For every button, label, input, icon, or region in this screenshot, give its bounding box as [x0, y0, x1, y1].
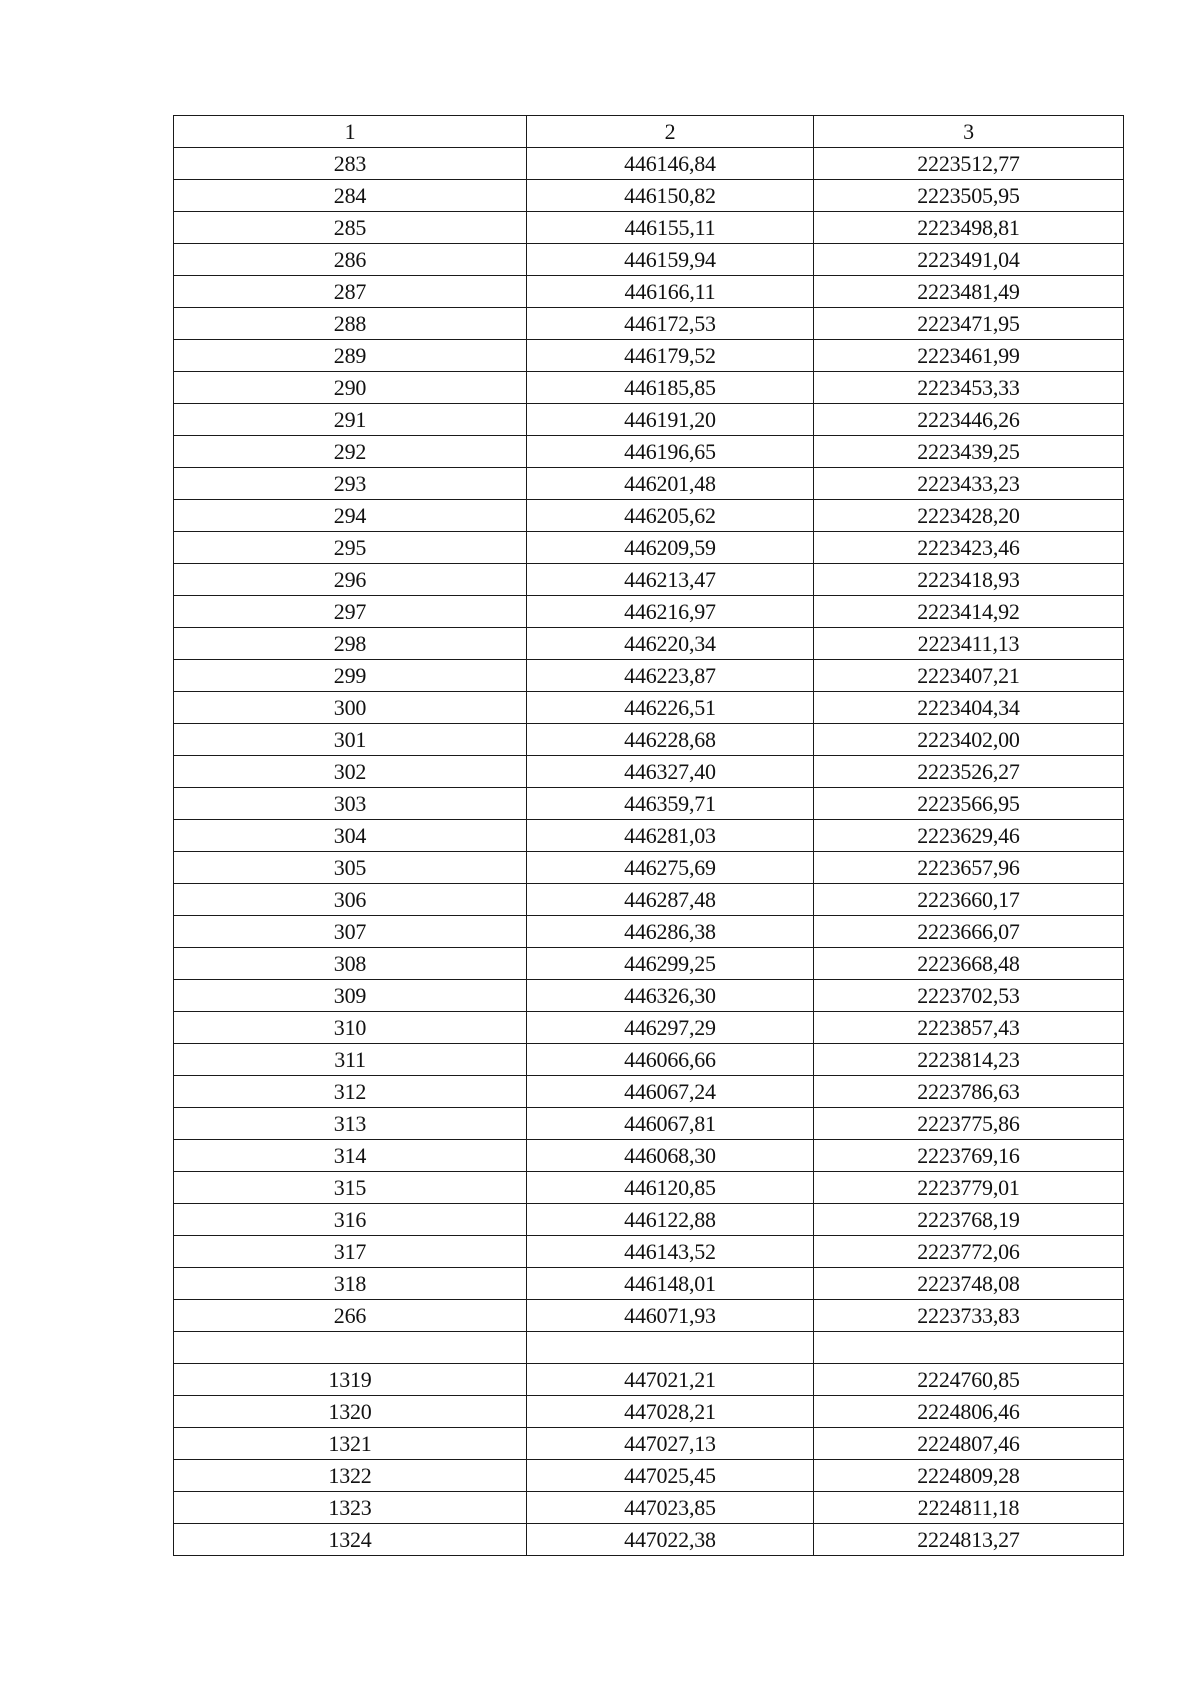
table-row [174, 468, 1124, 500]
point-number-cell: 295 [174, 532, 527, 564]
y-coordinate-cell: 2223453,33 [814, 372, 1124, 404]
x-coordinate-cell: 446297,29 [527, 1012, 814, 1044]
coordinates-table-body [174, 116, 1124, 1556]
y-coordinate-cell: 2223786,63 [814, 1076, 1124, 1108]
point-number-cell: 294 [174, 500, 527, 532]
point-number-cell: 301 [174, 724, 527, 756]
x-coordinate-cell: 446067,24 [527, 1076, 814, 1108]
x-coordinate-cell: 446327,40 [527, 756, 814, 788]
point-number-cell: 1322 [174, 1460, 527, 1492]
table-header-row [174, 116, 1124, 148]
point-number-cell: 317 [174, 1236, 527, 1268]
x-coordinate-cell: 446281,03 [527, 820, 814, 852]
y-coordinate-cell: 2223498,81 [814, 212, 1124, 244]
y-coordinate-cell: 2223748,08 [814, 1268, 1124, 1300]
point-number-cell: 1324 [174, 1524, 527, 1556]
coordinates-table [173, 115, 1124, 1556]
table-row [174, 532, 1124, 564]
table-row [174, 916, 1124, 948]
table-row [174, 1364, 1124, 1396]
y-coordinate-cell: 2223666,07 [814, 916, 1124, 948]
y-coordinate-cell: 2223461,99 [814, 340, 1124, 372]
x-coordinate-cell: 446326,30 [527, 980, 814, 1012]
y-coordinate-cell: 2224760,85 [814, 1364, 1124, 1396]
table-row [174, 1396, 1124, 1428]
x-coordinate-cell: 446146,84 [527, 148, 814, 180]
x-coordinate-cell: 446209,59 [527, 532, 814, 564]
x-coordinate-cell: 446216,97 [527, 596, 814, 628]
point-number-cell: 300 [174, 692, 527, 724]
y-coordinate-cell: 2224806,46 [814, 1396, 1124, 1428]
y-coordinate-cell: 2223512,77 [814, 148, 1124, 180]
y-coordinate-cell: 2223491,04 [814, 244, 1124, 276]
point-number-cell: 307 [174, 916, 527, 948]
table-row [174, 564, 1124, 596]
point-number-cell: 308 [174, 948, 527, 980]
y-coordinate-cell: 2224809,28 [814, 1460, 1124, 1492]
table-row [174, 1236, 1124, 1268]
point-number-cell: 266 [174, 1300, 527, 1332]
x-coordinate-cell: 447021,21 [527, 1364, 814, 1396]
point-number-cell: 288 [174, 308, 527, 340]
table-row [174, 692, 1124, 724]
y-coordinate-cell: 2223404,34 [814, 692, 1124, 724]
point-number-cell: 1319 [174, 1364, 527, 1396]
x-coordinate-cell: 446287,48 [527, 884, 814, 916]
point-number-cell: 297 [174, 596, 527, 628]
y-coordinate-cell: 2223433,23 [814, 468, 1124, 500]
x-coordinate-cell: 446201,48 [527, 468, 814, 500]
y-coordinate-cell: 2223779,01 [814, 1172, 1124, 1204]
point-number-cell: 283 [174, 148, 527, 180]
table-row [174, 596, 1124, 628]
table-row [174, 180, 1124, 212]
table-row [174, 1428, 1124, 1460]
table-row [174, 788, 1124, 820]
point-number-cell: 292 [174, 436, 527, 468]
point-number-cell: 315 [174, 1172, 527, 1204]
table-row [174, 1172, 1124, 1204]
table-row [174, 1300, 1124, 1332]
table-row [174, 980, 1124, 1012]
table-row [174, 1524, 1124, 1556]
table-row [174, 500, 1124, 532]
y-coordinate-cell: 2223769,16 [814, 1140, 1124, 1172]
y-coordinate-cell: 2223566,95 [814, 788, 1124, 820]
x-coordinate-cell: 446196,65 [527, 436, 814, 468]
point-number-cell: 312 [174, 1076, 527, 1108]
y-coordinate-cell: 2223668,48 [814, 948, 1124, 980]
x-coordinate-cell: 446172,53 [527, 308, 814, 340]
y-coordinate-cell: 2223414,92 [814, 596, 1124, 628]
y-coordinate-cell: 2223857,43 [814, 1012, 1124, 1044]
point-number-cell: 302 [174, 756, 527, 788]
x-coordinate-cell: 446223,87 [527, 660, 814, 692]
y-coordinate-cell: 2223733,83 [814, 1300, 1124, 1332]
x-coordinate-cell: 446166,11 [527, 276, 814, 308]
x-coordinate-cell: 446066,66 [527, 1044, 814, 1076]
x-coordinate-cell: 447027,13 [527, 1428, 814, 1460]
table-row [174, 1460, 1124, 1492]
y-coordinate-cell: 2223629,46 [814, 820, 1124, 852]
x-coordinate-cell: 446286,38 [527, 916, 814, 948]
y-coordinate-cell: 2224811,18 [814, 1492, 1124, 1524]
x-coordinate-cell: 446159,94 [527, 244, 814, 276]
point-number-cell [174, 1332, 527, 1364]
y-coordinate-cell [814, 1332, 1124, 1364]
x-coordinate-cell: 446155,11 [527, 212, 814, 244]
table-row [174, 404, 1124, 436]
table-row [174, 244, 1124, 276]
y-coordinate-cell: 2224807,46 [814, 1428, 1124, 1460]
column-header-3: 3 [814, 116, 1124, 148]
point-number-cell: 305 [174, 852, 527, 884]
x-coordinate-cell: 447023,85 [527, 1492, 814, 1524]
table-row [174, 1012, 1124, 1044]
table-row [174, 276, 1124, 308]
table-row [174, 852, 1124, 884]
table-row [174, 628, 1124, 660]
y-coordinate-cell: 2223814,23 [814, 1044, 1124, 1076]
table-row [174, 308, 1124, 340]
table-row [174, 948, 1124, 980]
x-coordinate-cell [527, 1332, 814, 1364]
table-row [174, 724, 1124, 756]
point-number-cell: 310 [174, 1012, 527, 1044]
point-number-cell: 290 [174, 372, 527, 404]
x-coordinate-cell: 446179,52 [527, 340, 814, 372]
table-row [174, 148, 1124, 180]
x-coordinate-cell: 446150,82 [527, 180, 814, 212]
column-header-2: 2 [527, 116, 814, 148]
table-row [174, 212, 1124, 244]
column-header-1: 1 [174, 116, 527, 148]
table-row [174, 884, 1124, 916]
table-row [174, 1332, 1124, 1364]
y-coordinate-cell: 2223423,46 [814, 532, 1124, 564]
y-coordinate-cell: 2223657,96 [814, 852, 1124, 884]
y-coordinate-cell: 2223772,06 [814, 1236, 1124, 1268]
table-row [174, 1044, 1124, 1076]
x-coordinate-cell: 446185,85 [527, 372, 814, 404]
x-coordinate-cell: 446191,20 [527, 404, 814, 436]
point-number-cell: 304 [174, 820, 527, 852]
point-number-cell: 1323 [174, 1492, 527, 1524]
y-coordinate-cell: 2223407,21 [814, 660, 1124, 692]
x-coordinate-cell: 447025,45 [527, 1460, 814, 1492]
x-coordinate-cell: 447022,38 [527, 1524, 814, 1556]
x-coordinate-cell: 447028,21 [527, 1396, 814, 1428]
y-coordinate-cell: 2223768,19 [814, 1204, 1124, 1236]
point-number-cell: 287 [174, 276, 527, 308]
table-row [174, 340, 1124, 372]
y-coordinate-cell: 2223660,17 [814, 884, 1124, 916]
x-coordinate-cell: 446205,62 [527, 500, 814, 532]
point-number-cell: 306 [174, 884, 527, 916]
point-number-cell: 1321 [174, 1428, 527, 1460]
point-number-cell: 284 [174, 180, 527, 212]
table-row [174, 660, 1124, 692]
point-number-cell: 298 [174, 628, 527, 660]
x-coordinate-cell: 446068,30 [527, 1140, 814, 1172]
y-coordinate-cell: 2223411,13 [814, 628, 1124, 660]
point-number-cell: 314 [174, 1140, 527, 1172]
table-row [174, 1204, 1124, 1236]
x-coordinate-cell: 446275,69 [527, 852, 814, 884]
x-coordinate-cell: 446228,68 [527, 724, 814, 756]
x-coordinate-cell: 446220,34 [527, 628, 814, 660]
point-number-cell: 313 [174, 1108, 527, 1140]
point-number-cell: 309 [174, 980, 527, 1012]
point-number-cell: 299 [174, 660, 527, 692]
x-coordinate-cell: 446213,47 [527, 564, 814, 596]
x-coordinate-cell: 446299,25 [527, 948, 814, 980]
x-coordinate-cell: 446120,85 [527, 1172, 814, 1204]
table-row [174, 820, 1124, 852]
point-number-cell: 316 [174, 1204, 527, 1236]
y-coordinate-cell: 2223505,95 [814, 180, 1124, 212]
table-row [174, 372, 1124, 404]
y-coordinate-cell: 2223526,27 [814, 756, 1124, 788]
point-number-cell: 1320 [174, 1396, 527, 1428]
table-row [174, 1108, 1124, 1140]
y-coordinate-cell: 2223446,26 [814, 404, 1124, 436]
x-coordinate-cell: 446226,51 [527, 692, 814, 724]
y-coordinate-cell: 2223481,49 [814, 276, 1124, 308]
point-number-cell: 296 [174, 564, 527, 596]
table-row [174, 756, 1124, 788]
point-number-cell: 289 [174, 340, 527, 372]
x-coordinate-cell: 446148,01 [527, 1268, 814, 1300]
y-coordinate-cell: 2223418,93 [814, 564, 1124, 596]
point-number-cell: 293 [174, 468, 527, 500]
point-number-cell: 291 [174, 404, 527, 436]
table-row [174, 1492, 1124, 1524]
x-coordinate-cell: 446143,52 [527, 1236, 814, 1268]
point-number-cell: 285 [174, 212, 527, 244]
point-number-cell: 303 [174, 788, 527, 820]
x-coordinate-cell: 446071,93 [527, 1300, 814, 1332]
x-coordinate-cell: 446067,81 [527, 1108, 814, 1140]
point-number-cell: 318 [174, 1268, 527, 1300]
table-row [174, 436, 1124, 468]
point-number-cell: 286 [174, 244, 527, 276]
table-row [174, 1268, 1124, 1300]
y-coordinate-cell: 2223402,00 [814, 724, 1124, 756]
y-coordinate-cell: 2223439,25 [814, 436, 1124, 468]
y-coordinate-cell: 2223471,95 [814, 308, 1124, 340]
y-coordinate-cell: 2224813,27 [814, 1524, 1124, 1556]
x-coordinate-cell: 446359,71 [527, 788, 814, 820]
y-coordinate-cell: 2223428,20 [814, 500, 1124, 532]
point-number-cell: 311 [174, 1044, 527, 1076]
y-coordinate-cell: 2223775,86 [814, 1108, 1124, 1140]
y-coordinate-cell: 2223702,53 [814, 980, 1124, 1012]
table-row [174, 1140, 1124, 1172]
x-coordinate-cell: 446122,88 [527, 1204, 814, 1236]
table-row [174, 1076, 1124, 1108]
